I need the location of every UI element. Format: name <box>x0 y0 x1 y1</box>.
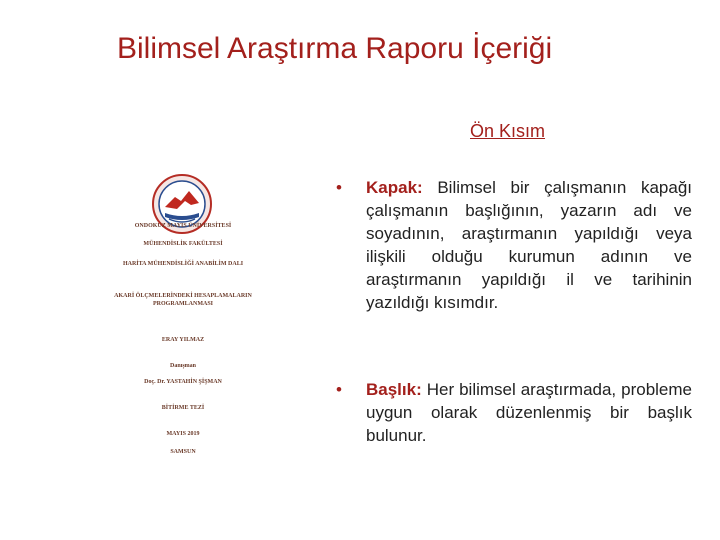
slide-title: Bilimsel Araştırma Raporu İçeriği <box>117 32 553 65</box>
bullet-marker: • <box>336 178 342 197</box>
section-heading: Ön Kısım <box>470 121 546 141</box>
cover-line-thesis-type: BİTİRME TEZİ <box>161 405 205 411</box>
cover-line-thesis-title-2: PROGRAMLANMASI <box>153 301 213 307</box>
cover-line-department: HARİTA MÜHENDİSLİĞİ ANABİLİM DALI <box>122 261 244 267</box>
bullet-text: Bilimsel bir çalışmanın kapağı çalışmanın başlığının, yazarın adı ve soyadının, araştırmanın yapıldığı veya ilişkili olduğu kurumun adının ve araştırmanın yapıldığı il ve tarihinin yazıldığı kısımdır. <box>366 178 692 312</box>
bullet-body <box>366 378 692 447</box>
cover-line-university: ONDOKUZ MAYIS ÜNİVERSİTESİ <box>134 223 232 229</box>
bullet-text: Her bilimsel araştırmada, probleme uygun olarak düzenlenmiş bir başlık bulunur. <box>366 380 692 445</box>
cover-line-city: SAMSUN <box>170 449 196 455</box>
cover-line-advisor: Doç. Dr. YASTAHİN ŞİŞMAN <box>144 379 222 385</box>
cover-line-thesis-title-1: AKARİ ÖLÇMELERİNDEKİ HESAPLAMALARIN <box>114 293 252 299</box>
bullet-body <box>366 176 692 314</box>
bullet-keyword: Başlık: <box>366 380 422 399</box>
cover-page-image <box>103 165 273 465</box>
cover-line-author: ERAY YILMAZ <box>161 337 205 343</box>
cover-line-faculty: MÜHENDİSLİK FAKÜLTESİ <box>143 241 223 247</box>
bullet-keyword: Kapak: <box>366 178 423 197</box>
cover-line-advisor-label: Danışman <box>169 363 196 369</box>
cover-line-date: MAYIS 2019 <box>166 431 200 437</box>
bullet-marker: • <box>336 380 342 399</box>
